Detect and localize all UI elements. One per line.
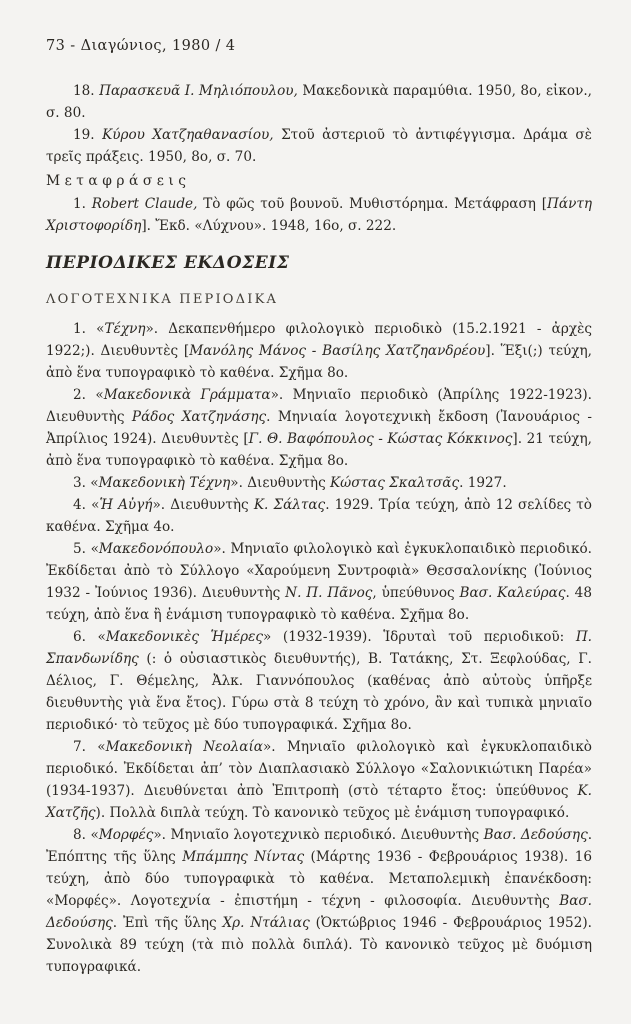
periodicals-section-heading: ΠΕΡΙΟΔΙΚΕΣ ΕΚΔΟΣΕΙΣ (46, 253, 290, 273)
periodical-entry-4: 4. «Ἡ Αὐγή». Διευθυντὴς Κ. Σάλτας. 1929. Τρία τεύχη, ἀπὸ 12 σελίδες τὸ καθένα. Σχῆμα 4ο. (46, 497, 592, 535)
periodical-entry-8: 8. «Μορφές». Μηνιαῖο λογοτεχνικὸ περιοδικό. Διευθυντὴς Βασ. Δεδούσης. Ἐπόπτης τῆς ὕλης Μπάμπης Νίντας (Μάρτης 1936 - Φεβρουάριος 1938). 16 τεύχη, ἀπὸ δύο τυπογραφικὰ τὸ καθένα. Μεταπολεμικὴ ἐπανέκδοση: «Μορφές». Λογοτεχνία - ἐπιστήμη - τέχνη - φιλοσοφία. Διευθυντὴς Βασ. Δεδούσης. Ἐπὶ τῆς ὕλης Χρ. Ντάλιας (Ὀκτώβριος 1946 - Φεβρουάριος 1952). Συνολικὰ 89 τεύχη (τὰ πιὸ πολλὰ διπλά). Τὸ κανονικὸ τεῦχος μὲ δυόμιση τυπογραφικά. (46, 827, 593, 975)
periodical-entry-2: 2. «Μακεδονικὰ Γράμματα». Μηνιαῖο περιοδικὸ (Ἀπρίλης 1922-1923). Διευθυντὴς Ράδος Χατζηνάσης. Μηνιαία λογοτεχνικὴ ἔκδοση (Ἰανουάριος - Ἀπρίλιος 1924). Διευθυντὲς [Γ. Θ. Βαφόπουλος - Κώστας Κόκκινος]. 21 τεύχη, ἀπὸ ἕνα τυπογραφικὸ τὸ καθένα. Σχῆμα 8ο. (46, 387, 593, 469)
bibliography-entry-19: 19. Κύρου Χατζηαθανασίου, Στοῦ ἀστεριοῦ τὸ ἀντιφέγγισμα. Δράμα σὲ τρεῖς πράξεις. 1950, 8ο, σ. 70. (46, 127, 592, 165)
translations-heading: Μεταφράσεις (46, 173, 191, 189)
bibliography-entry-18: 18. Παρασκευᾶ Ι. Μηλιόπουλου, Μακεδονικὰ παραμύθια. 1950, 8ο, εἰκον., σ. 80. (46, 83, 592, 121)
running-header: 73 - Διαγώνιος, 1980 / 4 (46, 38, 236, 54)
periodical-entry-5: 5. «Μακεδονόπουλο». Μηνιαῖο φιλολογικὸ καὶ ἐγκυκλοπαιδικὸ περιοδικό. Ἐκδίδεται ἀπὸ τὸ Σύλλογο «Χαρούμενη Συντροφιὰ» Θεσσαλονίκης (Ἰούνιος 1932 - Ἰούνιος 1936). Διευθυντὴς Ν. Π. Πᾶνος, ὑπεύθυνος Βασ. Καλεύρας. 48 τεύχη, ἀπὸ ἕνα ἢ ἑνάμιση τυπογραφικὸ τὸ καθένα. Σχῆμα 8ο. (46, 541, 592, 623)
periodical-entry-6: 6. «Μακεδονικὲς Ἡμέρες» (1932-1939). Ἱδρυταὶ τοῦ περιοδικοῦ: Π. Σπανδωνίδης (: ὁ οὐσιαστικὸς διευθυντής), Β. Τατάκης, Στ. Ξεφλούδας, Γ. Δέλιος, Γ. Θέμελης, Ἀλκ. Γιαννόπουλος (καθένας ἀπὸ αὐτοὺς ὑπῆρξε διευθυντὴς γιὰ ἕνα ἔτος). Γύρω στὰ 8 τεύχη τὸ χρόνο, ἂν καὶ τυπικὰ μηνιαῖο περιοδικό· τὸ τεῦχος μὲ δύο τυπογραφικά. Σχῆμα 8ο. (46, 629, 593, 733)
literary-periodicals-subheading: ΛΟΓΟΤΕΧΝΙΚΑ ΠΕΡΙΟΔΙΚΑ (46, 292, 279, 307)
periodical-entry-1: 1. «Τέχνη». Δεκαπενθήμερο φιλολογικὸ περιοδικὸ (15.2.1921 - ἀρχὲς 1922;). Διευθυντὲς [Μανόλης Μάνος - Βασίλης Χατζηανδρέου]. Ἕξι(;) τεύχη, ἀπὸ ἕνα τυπογραφικὸ τὸ καθένα. Σχῆμα 8ο. (46, 321, 592, 381)
translation-entry-1: 1. Robert Claude, Τὸ φῶς τοῦ βουνοῦ. Μυθιστόρημα. Μετάφραση [Πάντη Χριστοφορίδη]. Ἔκδ. «Λύχνου». 1948, 16ο, σ. 222. (46, 196, 592, 234)
periodical-entry-7: 7. «Μακεδονικὴ Νεολαία». Μηνιαῖο φιλολογικὸ καὶ ἐγκυκλοπαιδικὸ περιοδικό. Ἐκδίδεται ἀπ’ τὸν Διαπλασιακὸ Σύλλογο «Σαλονικιώτικη Παρέα» (1934-1937). Διευθύνεται ἀπὸ Ἐπιτροπὴ (στὸ τέταρτο ἔτος: ὑπεύθυνος Κ. Χατζῆς). Πολλὰ διπλὰ τεύχη. Τὸ κανονικὸ τεῦχος μὲ ἑνάμιση τυπογραφικό. (46, 739, 592, 821)
periodical-entry-3: 3. «Μακεδονικὴ Τέχνη». Διευθυντὴς Κώστας Σκαλτσᾶς. 1927. (73, 475, 507, 491)
